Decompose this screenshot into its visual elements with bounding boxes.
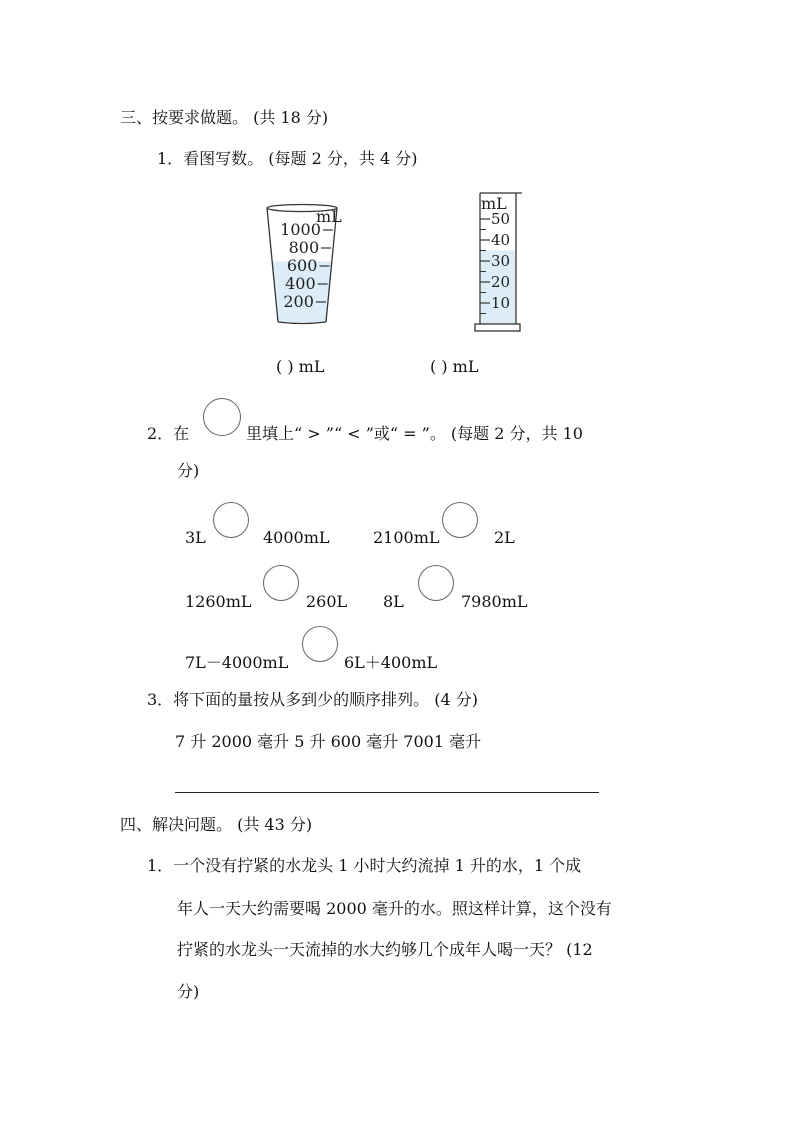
q2-row2-left1: 1260mL: [185, 592, 252, 611]
beaker-unit: mL: [316, 207, 342, 226]
q2-stem-c: 分): [177, 461, 200, 480]
section3-title: 三、按要求做题。 (共 18 分): [120, 108, 329, 127]
beaker-tick-label: 800: [288, 238, 320, 257]
q2-row3-right1: 6L＋400mL: [344, 653, 438, 672]
cylinder-tick-label: 50: [491, 210, 511, 228]
beaker-figure: [262, 198, 352, 330]
beaker-tick-label: 600: [286, 256, 318, 275]
beaker-tick-label: 1000: [280, 220, 321, 239]
q2-row1-left2: 2100mL: [373, 528, 440, 547]
q1-stem: 1．看图写数。 (每题 2 分，共 4 分): [157, 149, 418, 168]
q2-stem-b: 里填上“ > ”“ < ”或“ = ”。 (每题 2 分，共 10: [246, 424, 583, 443]
q3-answer-line[interactable]: [175, 792, 599, 793]
q3-stem: 3．将下面的量按从多到少的顺序排列。 (4 分): [147, 690, 479, 709]
compare-circle-4[interactable]: [418, 565, 454, 601]
cylinder-figure: [470, 190, 530, 335]
cylinder-unit: mL: [481, 194, 507, 213]
q2-row2-right2: 7980mL: [461, 592, 528, 611]
q2-stem-a: 2．在: [147, 424, 190, 443]
q3-items: 7 升 2000 毫升 5 升 600 毫升 7001 毫升: [175, 732, 482, 751]
s4-q1-line4: 分): [177, 982, 200, 1001]
compare-circle-2[interactable]: [442, 502, 478, 538]
example-circle: [203, 398, 241, 436]
q2-row1-right2: 2L: [494, 528, 515, 547]
compare-circle-1[interactable]: [213, 502, 249, 538]
cylinder-tick-label: 10: [491, 294, 511, 312]
compare-circle-5[interactable]: [302, 626, 338, 662]
section4-title: 四、解决问题。 (共 43 分): [120, 815, 313, 834]
cylinder-tick-label: 40: [491, 231, 511, 249]
answer-blank-1[interactable]: ( ) mL: [276, 357, 325, 376]
answer-blank-2[interactable]: ( ) mL: [430, 357, 479, 376]
cylinder-tick-label: 20: [491, 273, 511, 291]
s4-q1-line1: 1．一个没有拧紧的水龙头 1 小时大约流掉 1 升的水，1 个成: [147, 856, 582, 875]
q2-row2-right1: 260L: [306, 592, 348, 611]
cylinder-tick-label: 30: [491, 252, 511, 270]
q2-row1-left1: 3L: [185, 528, 206, 547]
q2-row2-left2: 8L: [383, 592, 404, 611]
s4-q1-line3: 拧紧的水龙头一天流掉的水大约够几个成年人喝一天？ (12: [177, 940, 593, 959]
s4-q1-line2: 年人一天大约需要喝 2000 毫升的水。照这样计算，这个没有: [177, 899, 612, 918]
beaker-tick-label: 200: [283, 292, 314, 311]
q2-row1-right1: 4000mL: [263, 528, 330, 547]
beaker-tick-label: 400: [285, 274, 316, 293]
q2-row3-left1: 7L－4000mL: [185, 653, 289, 672]
compare-circle-3[interactable]: [263, 565, 299, 601]
